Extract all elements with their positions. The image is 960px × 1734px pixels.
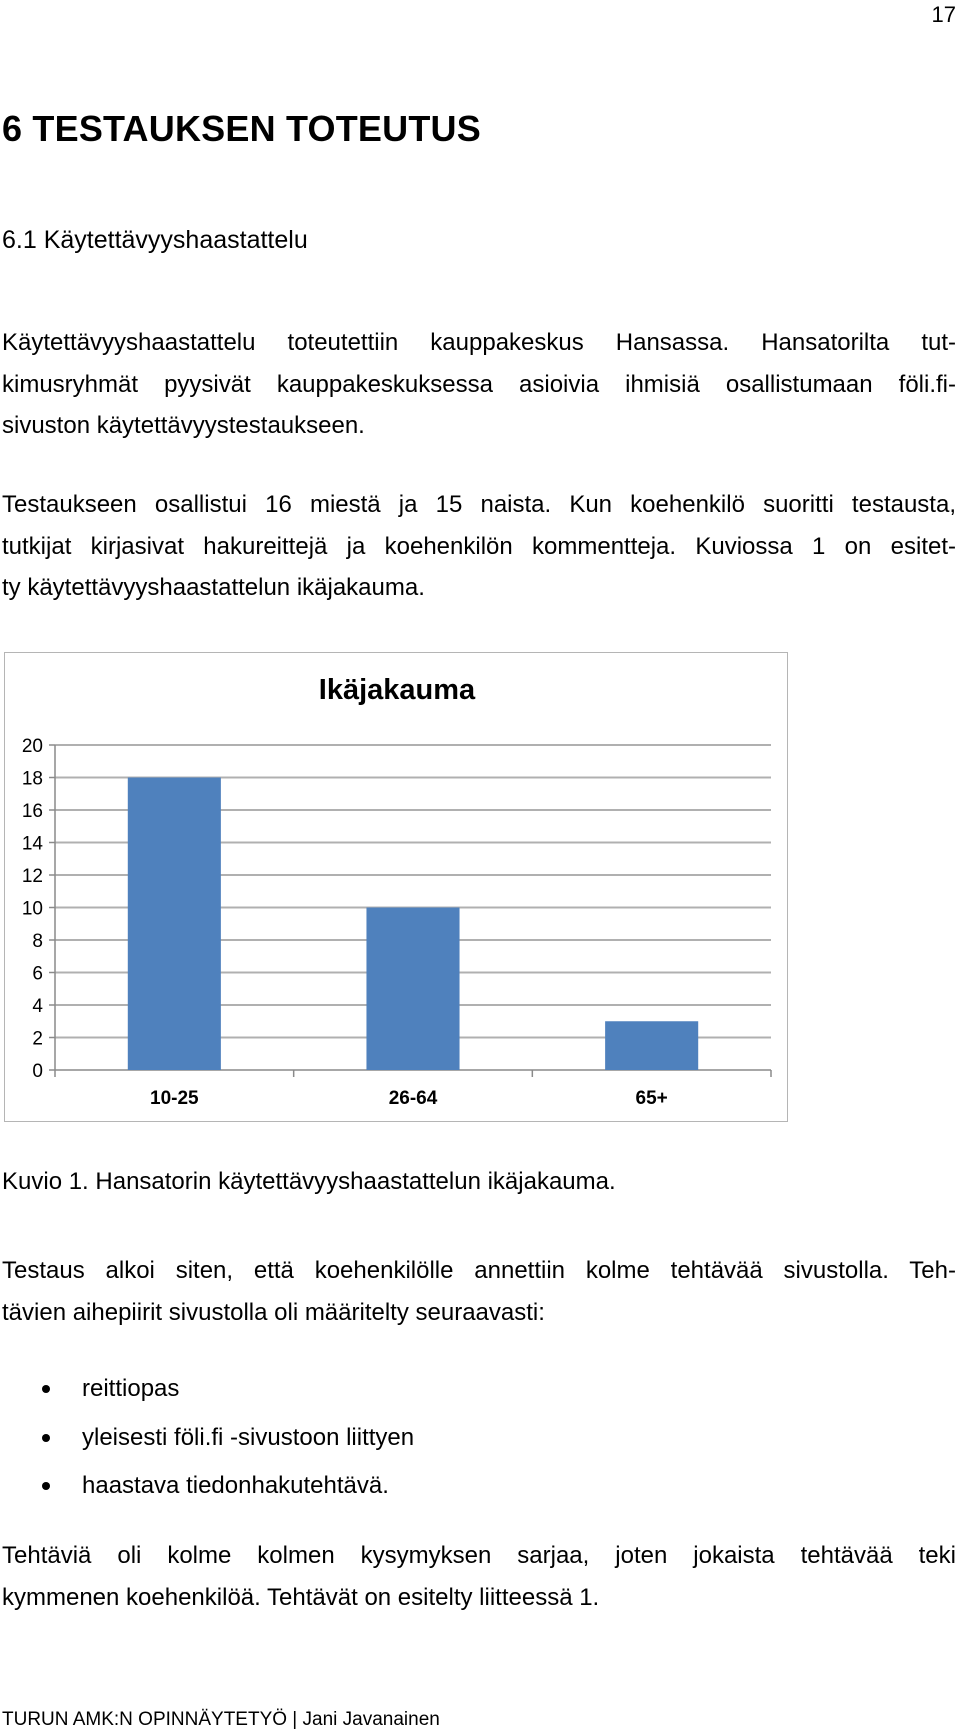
chart-canvas [5,653,789,1123]
paragraph-line: Testaukseen osallistui 16 miestä ja 15 naista. Kun koehenkilö suoritti testausta, [2,491,956,518]
list-item-text: haastava tiedonhakutehtävä. [82,1472,389,1499]
y-tick-label: 8 [32,931,43,952]
y-tick-label: 0 [32,1061,43,1082]
paragraph-intro [2,322,956,447]
paragraph-line: kimusryhmät pyysivät kauppakeskuksessa asioivia ihmisiä osallistumaan föli.fi- [2,370,956,398]
y-tick-label: 14 [21,833,43,855]
bar-26-64 [366,908,459,1071]
page-footer: TURUN AMK:N OPINNÄYTETYÖ | Jani Javanainen [2,1709,440,1730]
paragraph-line: tävien aihepiirit sivustolla oli määritelty seuraavasti: [2,1298,545,1326]
paragraph-line: tutkijat kirjasivat hakureittejä ja koehenkilön kommentteja. Kuviossa 1 on esitet- [2,532,956,560]
list-item-text: yleisesti föli.fi -sivustoon liittyen [82,1423,415,1451]
y-tick-label: 18 [21,768,43,790]
x-tick-label: 10-25 [150,1088,199,1109]
y-tick-label: 20 [21,736,43,757]
chart-title: Ikäjakauma [318,674,476,706]
paragraph-tasks [2,1250,956,1333]
paragraph-task-sets [2,1535,956,1618]
section-heading: 6.1 Käytettävyyshaastattelu [2,226,308,254]
x-tick-label: 65+ [635,1088,668,1109]
paragraph-line: ty käytettävyyshaastattelun ikäjakauma. [2,574,425,601]
y-tick-label: 2 [32,1028,43,1050]
list-item [0,1368,414,1417]
list-item [0,1465,414,1514]
list-item [0,1417,414,1466]
y-tick-label: 16 [21,801,43,822]
chart-x-ticks [150,1088,668,1109]
task-topic-list [0,1368,414,1514]
bullet-icon [42,1434,50,1442]
chart-y-ticks [22,736,44,1082]
chart-bars [128,778,698,1071]
paragraph-line: Tehtäviä oli kolme kolmen kysymyksen sarjaa, joten jokaista tehtävää teki [2,1542,956,1569]
bullet-icon [42,1482,50,1490]
y-tick-label: 4 [32,996,43,1017]
paragraph-line: sivuston käytettävyystestaukseen. [2,412,365,439]
paragraph-line: Testaus alkoi siten, että koehenkilölle annettiin kolme tehtävää sivustolla. Teh- [2,1257,956,1284]
bar-65plus [605,1021,698,1070]
chapter-heading: 6 TESTAUKSEN TOTEUTUS [2,108,481,149]
figure-caption: Kuvio 1. Hansatorin käytettävyyshaastattelun ikäjakauma. [2,1168,616,1195]
y-tick-label: 10 [21,898,43,920]
paragraph-line: kymmenen koehenkilöä. Tehtävät on esitelty liitteessä 1. [2,1583,600,1611]
y-tick-label: 12 [21,866,43,887]
paragraph-line: Käytettävyyshaastattelu toteutettiin kauppakeskus Hansassa. Hansatorilta tut- [2,329,956,356]
bullet-icon [42,1385,50,1393]
page-number: 17 [931,2,956,27]
paragraph-participants [2,484,956,609]
bar-10-25 [128,778,221,1071]
list-item-text: reittiopas [82,1375,180,1402]
y-tick-label: 6 [32,963,43,985]
x-tick-label: 26-64 [388,1088,438,1109]
age-distribution-chart [4,652,788,1122]
